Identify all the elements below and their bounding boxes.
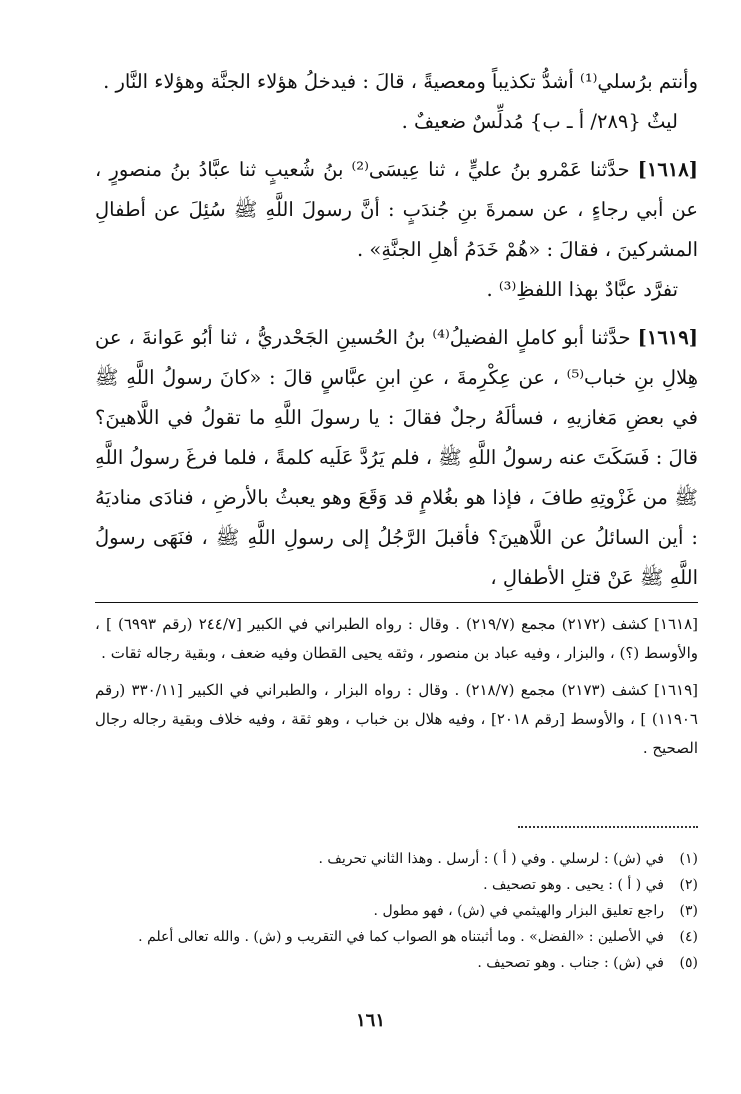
footnote-text: في الأصلين : «الفضل» . وما أثبتناه هو الصواب كما في التقريب و (ش) . والله تعالى أعلم .	[138, 929, 664, 945]
footnote-text: راجع تعليق البزار والهيثمي في (ش) ، فهو مطول .	[373, 903, 664, 919]
reference-text: كشف (٢١٧٢) مجمع (٢١٩/٧) . وقال : رواه الطبراني في الكبير [٢٤٤/٧ (رقم ٦٩٩٣) ] ، والأوسط (؟) ، والبزار ، وفيه عباد بن منصور ، وثقه يحيى القطان وفيه ضعف ، وبقية رجاله ثقات .	[95, 615, 698, 662]
reference-number: [١٦١٩]	[654, 681, 698, 699]
footnote-item	[95, 898, 698, 924]
footnotes-list	[95, 846, 698, 976]
notes-separator	[518, 826, 698, 828]
footnote-text: في (ش) : جناب . وهو تصحيف .	[477, 955, 664, 971]
footnote-number: (١)	[679, 851, 698, 867]
footnote-item	[95, 950, 698, 976]
footnote-item	[95, 846, 698, 872]
paragraph-continuation: وأنتم برُسلي⁽¹⁾ أشدُّ تكذيباً ومعصيةً ، قالَ : فيدخلُ هؤلاء الجنَّة وهؤلاء النَّار .	[103, 70, 698, 93]
references-section	[95, 610, 698, 771]
hadith-text: حدَّثنا أبو كاملٍ الفضيلُ⁽⁴⁾ بنُ الحُسينِ الجَحْدريُّ ، ثنا أبُو عَوانةَ ، عن هِلالِ بنِ خباب⁽⁵⁾ ، عن عِكْرِمةَ ، عنِ ابنِ عبَّاسٍ قالَ : «كانَ رسولُ اللَّهِ ﷺ في بعضِ مَغازيهِ ، فسألَهُ رجلٌ فقالَ : يا رسولَ اللَّهِ ما تقولُ في اللَّاهينَ؟ قالَ : فَسَكَتَ عنه رسولُ اللَّهِ ﷺ ، فلم يَرُدَّ عَلَيه كلمةً ، فلما فرغَ رسولُ اللَّهِ ﷺ من غَزْوتِهِ طافَ ، فإذا هو بغُلامٍ قد وَقَعَ وهو يعبثُ بالأرضِ ، فنادَى مناديَهُ : أين السائلُ عن اللَّاهينَ؟ فأقبلَ الرَّجُلُ إلى رسولِ اللَّهِ ﷺ ، فنَهَى رسولُ اللَّهِ ﷺ عَنْ قتلِ الأطفالِ ،	[95, 326, 699, 589]
reference-text: كشف (٢١٧٣) مجمع (٢١٨/٧) . وقال : رواه البزار ، والطبراني في الكبير [٣٣٠/١١ (رقم ١١٩٠٦) ] ، والأوسط [رقم ٢٠١٨] ، وفيه هلال بن خباب ، وهو ثقة ، وفيه خلاف وبقية رجاله رجال الصحيح .	[95, 681, 698, 757]
main-text	[95, 62, 698, 598]
hadith-number: [١٦١٨]	[637, 158, 698, 181]
footnote-divider	[95, 602, 698, 603]
footnote-text: في ( أ ) : يحيى . وهو تصحيف .	[483, 877, 664, 893]
reference-item	[95, 676, 698, 763]
footnote-number: (٤)	[679, 929, 698, 945]
hadith-1618-note: تفرَّد عبَّادٌ بهذا اللفظِ⁽³⁾ .	[486, 278, 678, 301]
hadith-number: [١٦١٩]	[637, 326, 698, 349]
reference-item	[95, 610, 698, 668]
reference-number: [١٦١٨]	[654, 615, 698, 633]
hadith-1619	[95, 318, 698, 598]
page-number: ١٦١	[355, 1010, 385, 1031]
footnote-number: (٥)	[679, 955, 698, 971]
hadith-1618	[95, 150, 698, 270]
footnote-item	[95, 872, 698, 898]
footnote-item	[95, 924, 698, 950]
footnote-number: (٢)	[679, 877, 698, 893]
footnote-number: (٣)	[679, 903, 698, 919]
hadith-text: حدَّثنا عَمْرو بنُ عليٍّ ، ثنا عِيسَى⁽²⁾ بنُ شُعيبٍ ثنا عبَّادُ بنُ منصورٍ ، عن أبي رجاءٍ ، عن سمرةَ بنِ جُندَبٍ : أنَّ رسولَ اللَّهِ ﷺ سُئِلَ عن أطفالِ المشركينَ ، فقالَ : «هُمْ خَدَمُ أهلِ الجنَّةِ» .	[95, 158, 698, 261]
narrator-note: ليثٌ {٢٨٩/ أ ـ ب} مُدلِّسٌ ضعيفٌ .	[401, 110, 678, 133]
footnote-text: في (ش) : لرسلي . وفي ( أ ) : أرسل . وهذا الثاني تحريف .	[318, 851, 664, 867]
